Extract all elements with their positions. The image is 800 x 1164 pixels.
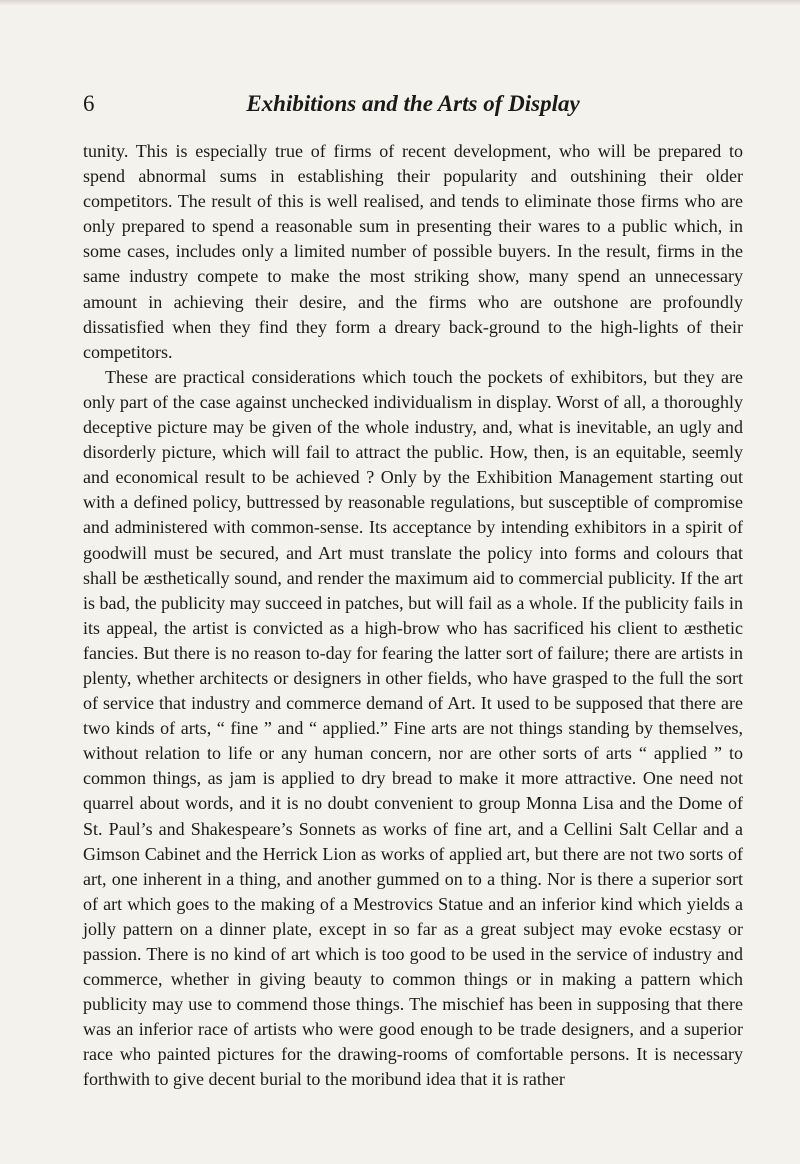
body-text [83, 139, 743, 1093]
running-title: Exhibitions and the Arts of Display [246, 91, 580, 116]
paragraph-continued: tunity. This is especially true of firms of recent development, who will be prepared to spend abnormal sums in establishing their popularity and outshining their older competitors. The result of this is well realised, and tends to eliminate those firms who are only prepared to spend a reasonable sum in presenting their wares to a public which, in some cases, includes only a limited number of possible buyers. In the result, firms in the same industry compete to make the most striking show, many spend an unnecessary amount in achieving their desire, and the firms who are outshone are profoundly dissatisfied when they find they form a dreary back-ground to the high-lights of their competitors. [83, 141, 743, 362]
running-head [83, 91, 743, 125]
book-page [83, 91, 743, 1093]
page-number: 6 [83, 91, 95, 116]
page-top-edge [0, 0, 800, 6]
paragraph: These are practical considerations which touch the pockets of exhibitors, but they are only part of the case against unchecked individualism in display. Worst of all, a thoroughly deceptive picture may be given of the whole industry, and, what is inevitable, an ugly and disorderly picture, which will fail to attract the public. How, then, is an equitable, seemly and economical result to be achieved ? Only by the Exhibition Management starting out with a defined policy, buttressed by reasonable regulations, but susceptible of compromise and administered with common-sense. Its acceptance by intending exhibitors in a spirit of goodwill must be secured, and Art must translate the policy into forms and colours that shall be æsthetically sound, and render the maximum aid to commercial publicity. If the art is bad, the publicity may succeed in patches, but will fail as a whole. If the publicity fails in its appeal, the artist is convicted as a high-brow who has sacrificed his client to æsthetic fancies. But there is no reason to-day for fearing the latter sort of failure; there are artists in plenty, whether architects or designers in other fields, who have grasped to the full the sort of service that industry and commerce demand of Art. It used to be supposed that there are two kinds of arts, “ fine ” and “ applied.” Fine arts are not things standing by themselves, without relation to life or any human concern, nor are other sorts of arts “ applied ” to common things, as jam is applied to dry bread to make it more attractive. One need not quarrel about words, and it is no doubt convenient to group Monna Lisa and the Dome of St. Paul’s and Shakespeare’s Sonnets as works of fine art, and a Cellini Salt Cellar and a Gimson Cabinet and the Herrick Lion as works of applied art, but there are not two sorts of art, one inherent in a thing, and another gummed on to a thing. Nor is there a superior sort of art which goes to the making of a Mestrovics Statue and an inferior kind which yields a jolly pattern on a dinner plate, except in so far as a great subject may evoke ecstasy or passion. There is no kind of art which is too good to be used in the service of industry and commerce, whether in giving beauty to common things or in making a pattern which publicity may use to commend those things. The mischief has been in supposing that there was an inferior race of artists who were good enough to be trade designers, and a superior race who painted pictures for the drawing-rooms of comfortable persons. It is necessary forthwith to give decent burial to the moribund idea that it is rather [83, 366, 743, 1090]
